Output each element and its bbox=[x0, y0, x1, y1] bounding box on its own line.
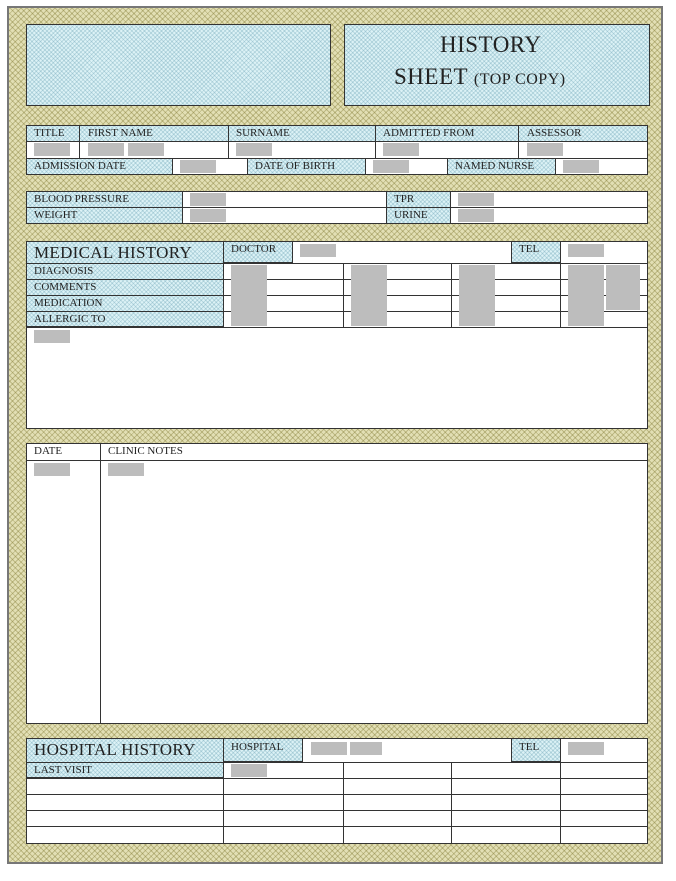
logo-box bbox=[26, 24, 331, 106]
first-name-field-2[interactable] bbox=[128, 143, 164, 156]
admission-date-field[interactable] bbox=[180, 160, 216, 173]
hospital-label: HOSPITAL bbox=[231, 741, 284, 753]
surname-label: SURNAME bbox=[236, 127, 290, 139]
title-label: TITLE bbox=[34, 127, 65, 139]
weight-field[interactable] bbox=[190, 209, 226, 222]
weight-label: WEIGHT bbox=[34, 209, 78, 221]
medical-notes-field[interactable] bbox=[34, 330, 70, 343]
clinic-date-field[interactable] bbox=[34, 463, 70, 476]
hospital-tel-label: TEL bbox=[519, 741, 540, 753]
assessor-label: ASSESSOR bbox=[527, 127, 582, 139]
page-title-copy: (TOP COPY) bbox=[473, 71, 566, 88]
named-nurse-field[interactable] bbox=[563, 160, 599, 173]
admission-date-label: ADMISSION DATE bbox=[34, 160, 126, 172]
hospital-history-title: HOSPITAL HISTORY bbox=[34, 740, 196, 759]
diagnosis-label: DIAGNOSIS bbox=[34, 265, 94, 277]
tpr-field[interactable] bbox=[458, 193, 494, 206]
assessor-field[interactable] bbox=[527, 143, 563, 156]
urine-label: URINE bbox=[394, 209, 428, 221]
page-title: HISTORY bbox=[440, 32, 542, 57]
page-title-line2 bbox=[394, 62, 566, 95]
medical-col2-field[interactable] bbox=[351, 265, 387, 326]
medical-col3-field[interactable] bbox=[459, 265, 495, 326]
medical-tel-field[interactable] bbox=[568, 244, 604, 257]
last-visit-field[interactable] bbox=[231, 764, 267, 777]
admitted-from-field[interactable] bbox=[383, 143, 419, 156]
first-name-label: FIRST NAME bbox=[88, 127, 153, 139]
hospital-field-2[interactable] bbox=[350, 742, 382, 755]
clinic-date-label: DATE bbox=[34, 445, 63, 457]
comments-label: COMMENTS bbox=[34, 281, 97, 293]
clinic-notes-field[interactable] bbox=[108, 463, 144, 476]
hospital-field[interactable] bbox=[311, 742, 347, 755]
date-of-birth-label: DATE OF BIRTH bbox=[255, 160, 336, 172]
medical-col4-field[interactable] bbox=[568, 265, 604, 326]
medical-tel-label: TEL bbox=[519, 243, 540, 255]
doctor-field[interactable] bbox=[300, 244, 336, 257]
title-field[interactable] bbox=[34, 143, 70, 156]
last-visit-label: LAST VISIT bbox=[34, 764, 92, 776]
allergic-to-label: ALLERGIC TO bbox=[34, 313, 106, 325]
urine-field[interactable] bbox=[458, 209, 494, 222]
date-of-birth-field[interactable] bbox=[373, 160, 409, 173]
surname-field[interactable] bbox=[236, 143, 272, 156]
medical-col1-field[interactable] bbox=[231, 265, 267, 326]
hospital-tel-field[interactable] bbox=[568, 742, 604, 755]
first-name-field[interactable] bbox=[88, 143, 124, 156]
tpr-label: TPR bbox=[394, 193, 415, 205]
admitted-from-label: ADMITTED FROM bbox=[383, 127, 475, 139]
clinic-notes-section bbox=[26, 443, 648, 724]
medical-history-title: MEDICAL HISTORY bbox=[34, 243, 192, 262]
named-nurse-label: NAMED NURSE bbox=[455, 160, 535, 172]
blood-pressure-field[interactable] bbox=[190, 193, 226, 206]
medical-col5-field[interactable] bbox=[606, 265, 640, 310]
page-title-sheet: SHEET bbox=[394, 64, 468, 89]
doctor-label: DOCTOR bbox=[231, 243, 277, 255]
blood-pressure-label: BLOOD PRESSURE bbox=[34, 193, 130, 205]
medication-label: MEDICATION bbox=[34, 297, 103, 309]
clinic-notes-label: CLINIC NOTES bbox=[108, 445, 183, 457]
